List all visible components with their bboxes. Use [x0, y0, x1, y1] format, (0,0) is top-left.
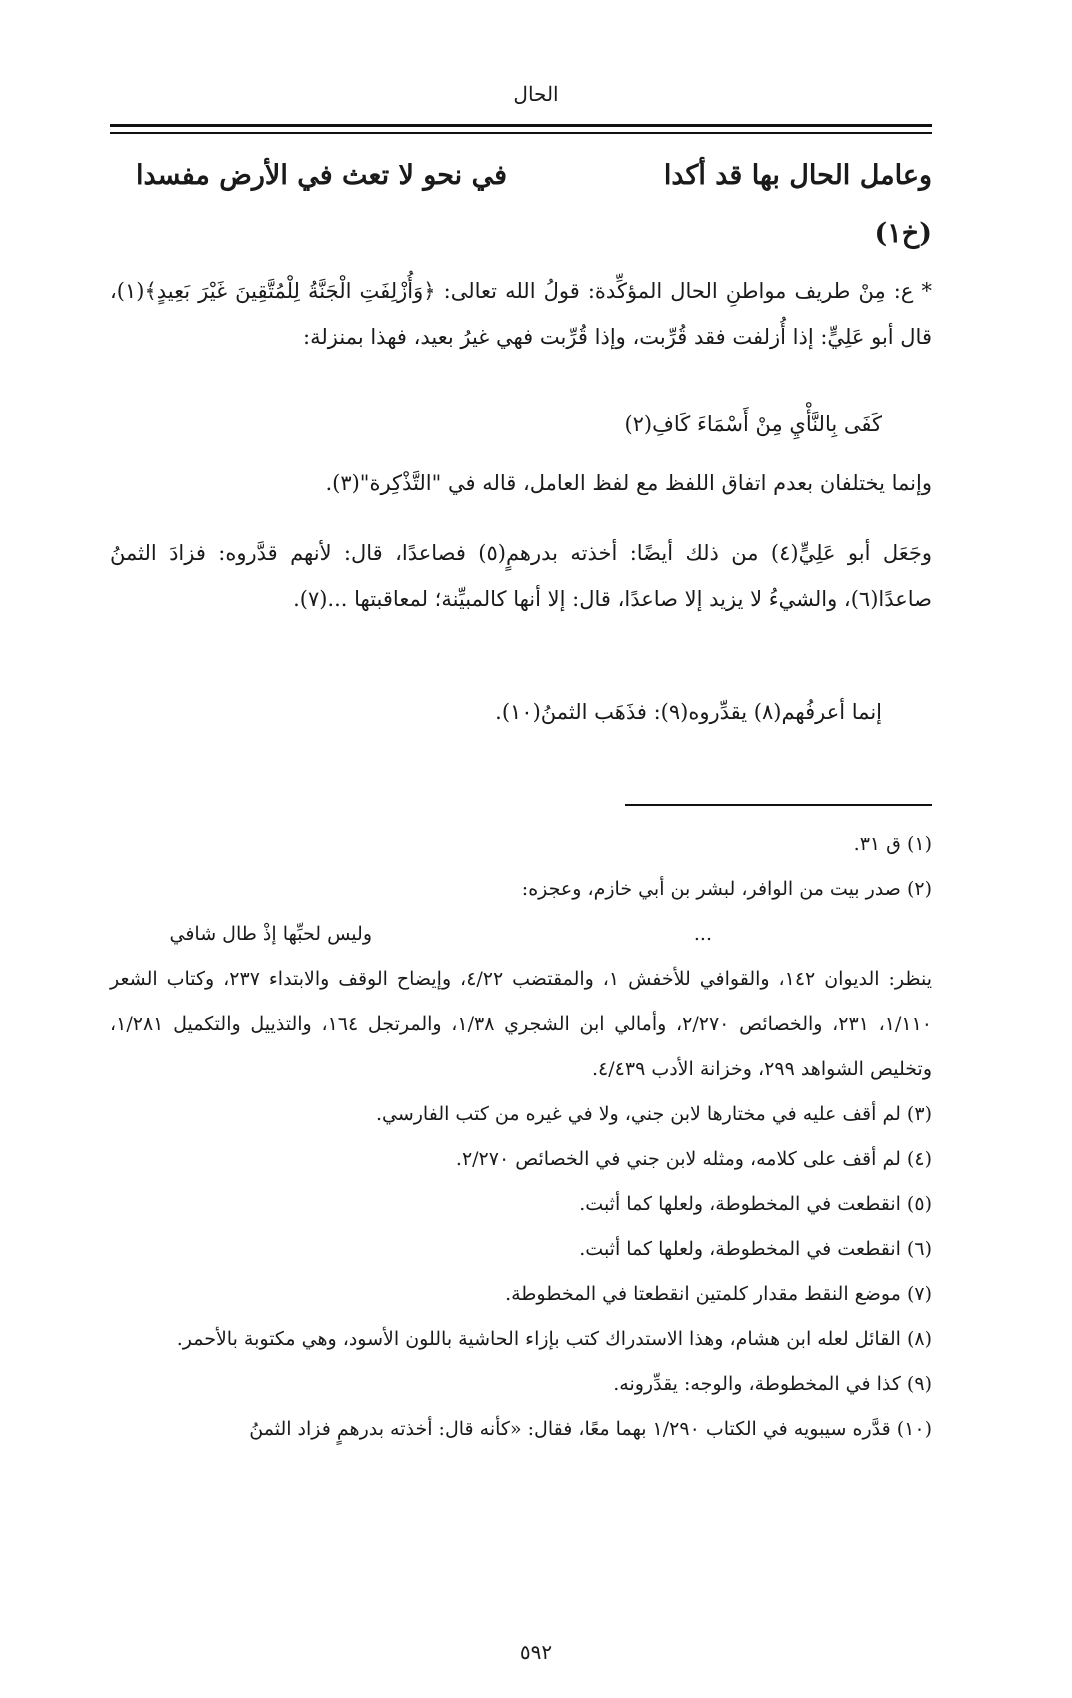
verse-code: (خ١) — [874, 218, 932, 249]
footnote-3: (٣) لم أقف عليه في مختارها لابن جني، ولا في غيره من كتب الفارسي. — [375, 1103, 932, 1125]
footnote-separator — [625, 804, 932, 806]
paragraph-4: إنما أعرفُهم(٨) يقدِّروه(٩): فذَهَب الثمنُ(١٠). — [495, 700, 882, 724]
verse-hemistich-second: في نحو لا تعث في الأرض مفسدا — [135, 160, 507, 191]
footnote-10: (١٠) قدَّره سيبويه في الكتاب ١/٢٩٠ بهما معًا، فقال: «كأنه قال: أخذته بدرهمٍ فزاد الثمنُ — [249, 1418, 932, 1440]
footnote-5: (٥) انقطعت في المخطوطة، ولعلها كما أثبت. — [579, 1193, 932, 1215]
poem-line: كَفَى بِالنَّأْيِ مِنْ أَسْمَاءَ كَافِ(٢) — [624, 412, 882, 436]
footnote-2-verse — [110, 912, 932, 957]
footnote-1: (١) ق ٣١. — [853, 833, 932, 855]
footnote-2-verse-hemistich: وليس لحبِّها إذْ طال شافي — [169, 923, 372, 945]
verse-line — [110, 160, 932, 204]
footnote-2-verse-ellipsis: ... — [693, 923, 712, 945]
header-rule-thick — [110, 124, 932, 127]
footnote-7: (٧) موضع النقط مقدار كلمتين انقطعتا في المخطوطة. — [505, 1283, 932, 1305]
paragraph-3: وجَعَل أبو عَلِيٍّ(٤) من ذلك أيضًا: أخذته بدرهمٍ(٥) فصاعدًا، قال: لأنهم قدَّروه: فزادَ الثمنُ صاعدًا(٦)، والشيءُ لا يزيد إلا صاعدًا، قال: إلا أنها كالمبيِّنة؛ لمعاقبتها ...(٧). — [110, 541, 933, 611]
verse-hemistich-first: وعامل الحال بها قد أكدا — [663, 160, 932, 191]
paragraph-1: * ع: مِنْ طريف مواطنِ الحال المؤكِّدة: قولُ الله تعالى: ﴿وَأُزْلِفَتِ الْجَنَّةُ لِلْمُتَّقِينَ غَيْرَ بَعِيدٍ﴾(١)، قال أبو عَلِيٍّ: إذا أُزلفت فقد قُرِّبت، وإذا قُرِّبت فهي غيرُ بعيد، فهذا بمنزلة: — [110, 279, 932, 349]
running-header: الحال — [513, 82, 559, 106]
footnote-9: (٩) كذا في المخطوطة، والوجه: يقدِّرونه. — [613, 1373, 932, 1395]
footnote-8: (٨) القائل لعله ابن هشام، وهذا الاستدراك كتب بإزاء الحاشية باللون الأسود، وهي مكتوبة بالأحمر. — [176, 1328, 932, 1350]
footnotes — [110, 822, 932, 1452]
header-rule-thin — [110, 132, 932, 134]
paragraph-2: وإنما يختلفان بعدم اتفاق اللفظ مع لفظ العامل، قاله في "التَّذْكِرة"(٣). — [325, 471, 932, 495]
footnote-4: (٤) لم أقف على كلامه، ومثله لابن جني في الخصائص ٢/٢٧٠. — [455, 1148, 932, 1170]
footnote-2-references: ينظر: الديوان ١٤٢، والقوافي للأخفش ١، والمقتضب ٤/٢٢، وإيضاح الوقف والابتداء ٢٣٧، وكتاب الشعر ١/١١٠، ٢٣١، والخصائص ٢/٢٧٠، وأمالي ابن الشجري ١/٣٨، والمرتجل ١٦٤، والتذييل والتكميل ١/٢٨١، وتخليص الشواهد ٢٩٩، وخزانة الأدب ٤/٤٣٩. — [110, 968, 932, 1080]
footnote-6: (٦) انقطعت في المخطوطة، ولعلها كما أثبت. — [579, 1238, 932, 1260]
page-number: ٥٩٢ — [519, 1640, 553, 1664]
footnote-2: (٢) صدر بيت من الوافر، لبشر بن أبي خازم، وعجزه: — [521, 878, 932, 900]
